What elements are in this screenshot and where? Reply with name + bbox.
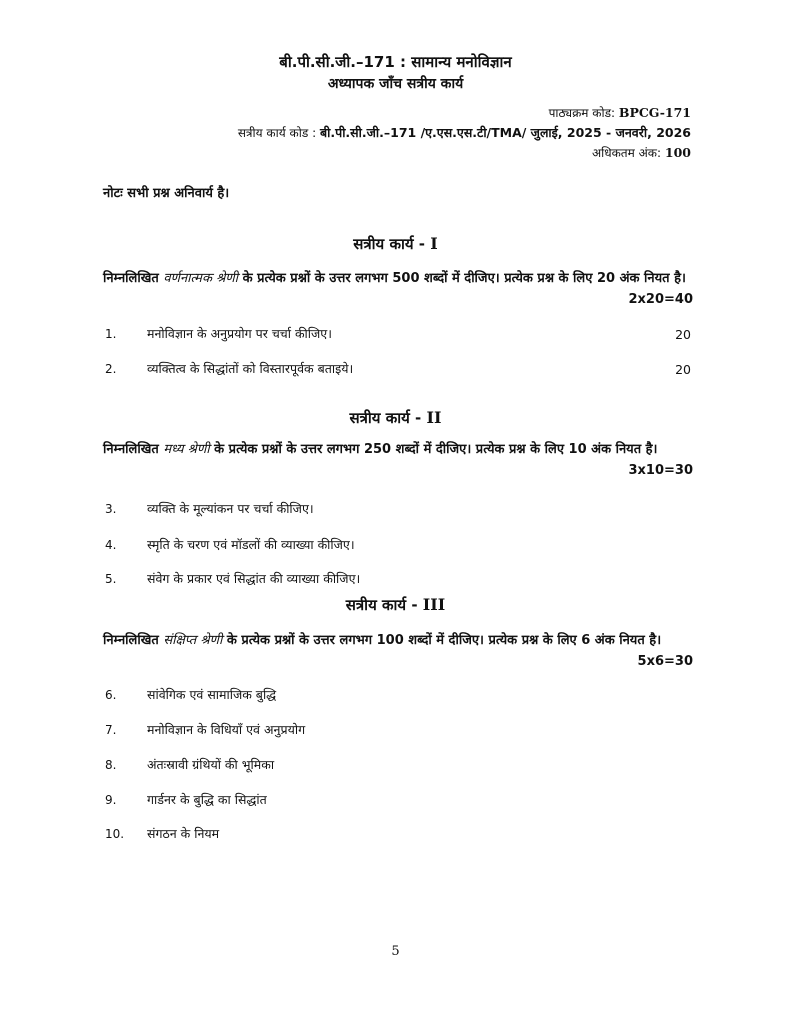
section-roman-numeral: III bbox=[422, 595, 446, 614]
question-number: 3. bbox=[105, 502, 117, 516]
question-text: संगठन के नियम bbox=[147, 826, 220, 841]
assignment-code: बी.पी.सी.जी.–171 /ए.एस.एस.टी/TMA/ जुलाई, 2025 - जनवरी, 2026 bbox=[319, 125, 691, 140]
section-heading-3 bbox=[0, 595, 791, 615]
question-number: 2. bbox=[105, 362, 117, 376]
section-heading-2 bbox=[0, 408, 791, 428]
section-title: सत्रीय कार्य - bbox=[349, 409, 422, 427]
question-marks: 20 bbox=[675, 362, 691, 377]
question-number: 4. bbox=[105, 538, 117, 552]
question-number: 10. bbox=[105, 827, 125, 841]
assignment-code-label: सत्रीय कार्य कोड : bbox=[237, 126, 317, 140]
question-number: 9. bbox=[105, 793, 117, 807]
question-number: 6. bbox=[105, 688, 117, 702]
question-text: संवेग के प्रकार एवं सिद्धांत की व्याख्या कीजिए। bbox=[147, 571, 361, 586]
section-instruction-2 bbox=[103, 439, 693, 481]
question-text: व्यक्तित्व के सिद्धांतों को विस्तारपूर्वक बताइये। bbox=[147, 361, 354, 376]
course-code: BPCG-171 bbox=[618, 105, 691, 120]
instruction-category: मध्य श्रेणी bbox=[163, 442, 210, 457]
instruction-text: के प्रत्येक प्रश्नों के उत्तर लगभग 100 शब्दों में दीजिए। प्रत्येक प्रश्न के लिए 6 अंक नियत है। bbox=[226, 633, 662, 648]
max-marks-line bbox=[592, 144, 691, 161]
section-roman-numeral: I bbox=[430, 234, 438, 253]
section-title: सत्रीय कार्य - bbox=[353, 235, 426, 253]
instruction-text: निम्नलिखित bbox=[103, 442, 159, 457]
section-marks: 3x10=30 bbox=[628, 463, 693, 478]
question-marks: 20 bbox=[675, 327, 691, 342]
instruction-text: के प्रत्येक प्रश्नों के उत्तर लगभग 500 शब्दों में दीजिए। प्रत्येक प्रश्न के लिए 20 अंक नियत है। bbox=[242, 271, 686, 286]
assignment-subtitle: अध्यापक जाँच सत्रीय कार्य bbox=[327, 76, 464, 92]
course-code-label: पाठ्यक्रम कोड: bbox=[548, 106, 616, 120]
question-text: गार्डनर के बुद्धि का सिद्धांत bbox=[147, 792, 267, 807]
question-number: 8. bbox=[105, 758, 117, 772]
question-number: 1. bbox=[105, 327, 117, 341]
question-text: अंतःस्रावी ग्रंथियों की भूमिका bbox=[147, 757, 275, 772]
question-number: 5. bbox=[105, 572, 117, 586]
question-text: स्मृति के चरण एवं मॉडलों की व्याख्या कीजिए। bbox=[147, 537, 355, 552]
section-instruction-1 bbox=[103, 268, 693, 310]
note: नोटः सभी प्रश्न अनिवार्य है। bbox=[103, 186, 230, 201]
course-title: बी.पी.सी.जी.–171 : सामान्य मनोविज्ञान bbox=[279, 53, 512, 71]
course-code-line bbox=[549, 104, 691, 121]
instruction-text: के प्रत्येक प्रश्नों के उत्तर लगभग 250 शब्दों में दीजिए। प्रत्येक प्रश्न के लिए 10 अंक नियत है। bbox=[214, 442, 658, 457]
max-marks-label: अधिकतम अंक: bbox=[591, 146, 662, 160]
instruction-category: संक्षिप्त श्रेणी bbox=[163, 633, 223, 648]
question-text: व्यक्ति के मूल्यांकन पर चर्चा कीजिए। bbox=[147, 501, 314, 516]
section-title: सत्रीय कार्य - bbox=[345, 596, 418, 614]
section-instruction-3 bbox=[103, 630, 693, 672]
instruction-text: निम्नलिखित bbox=[103, 271, 159, 286]
instruction-category: वर्णनात्मक श्रेणी bbox=[163, 271, 239, 286]
section-heading-1 bbox=[0, 234, 791, 254]
assignment-code-line bbox=[238, 124, 691, 141]
question-text: मनोविज्ञान के विधियाँ एवं अनुप्रयोग bbox=[147, 722, 306, 737]
page-number: 5 bbox=[391, 944, 400, 959]
max-marks: 100 bbox=[664, 145, 691, 160]
instruction-text: निम्नलिखित bbox=[103, 633, 159, 648]
question-text: सांवेगिक एवं सामाजिक बुद्धि bbox=[147, 687, 277, 702]
section-marks: 2x20=40 bbox=[628, 292, 693, 307]
question-text: मनोविज्ञान के अनुप्रयोग पर चर्चा कीजिए। bbox=[147, 326, 332, 341]
question-number: 7. bbox=[105, 723, 117, 737]
section-marks: 5x6=30 bbox=[637, 654, 693, 669]
section-roman-numeral: II bbox=[426, 408, 442, 427]
